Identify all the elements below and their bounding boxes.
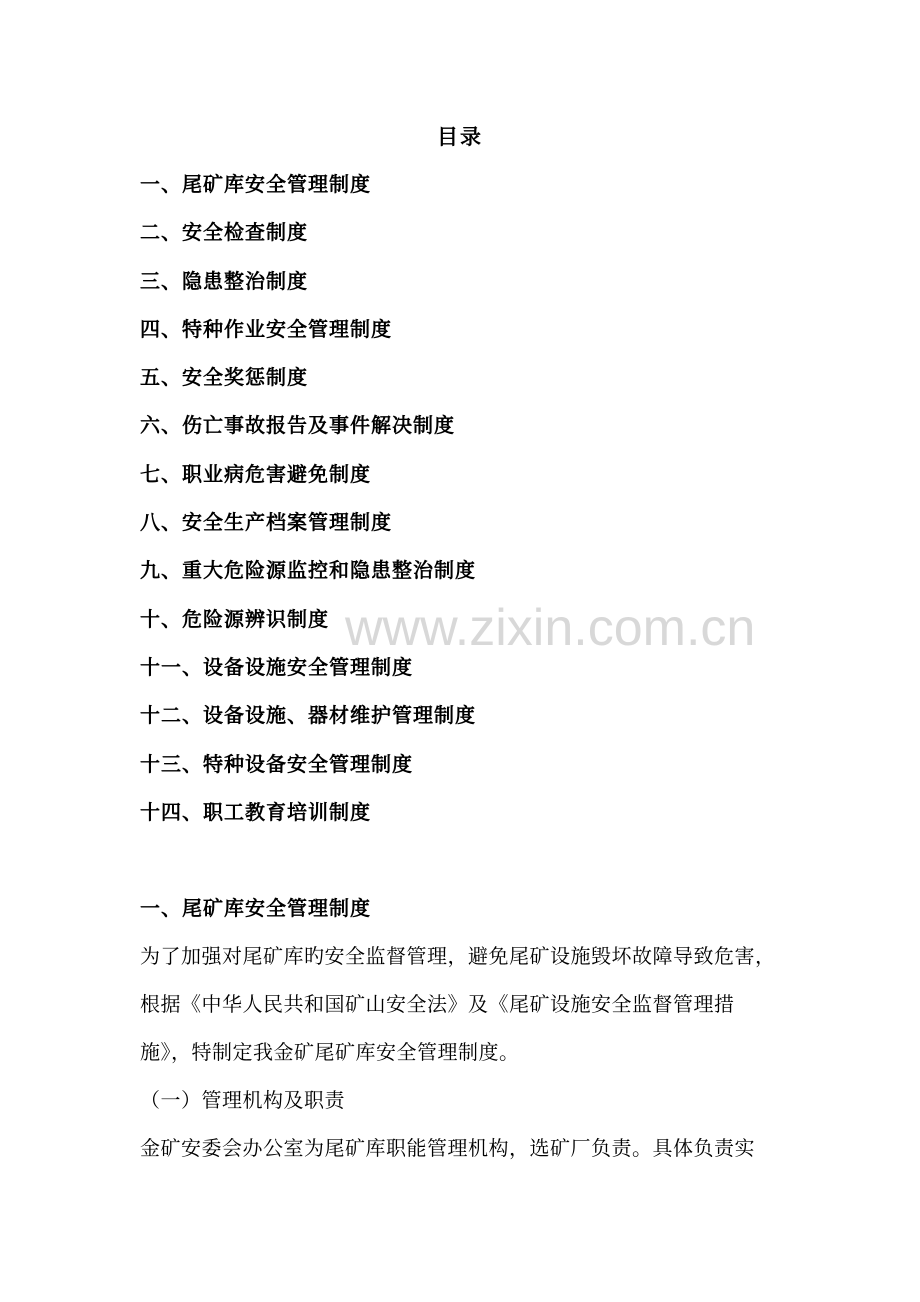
- toc-item: 八、安全生产档案管理制度: [140, 510, 392, 535]
- paragraph-line: 施》，特制定我金矿尾矿库安全管理制度。: [140, 1040, 520, 1064]
- toc-item: 四、特种作业安全管理制度: [140, 316, 392, 341]
- section-heading: 一、尾矿库安全管理制度: [140, 896, 371, 920]
- toc-item: 二、安全检查制度: [140, 220, 308, 245]
- toc-item: 三、隐患整治制度: [140, 268, 308, 293]
- toc-item: 七、职业病危害避免制度: [140, 461, 371, 486]
- paragraph-line: 根据《中华人民共和国矿山安全法》及《尾矿设施安全监督管理措: [140, 992, 735, 1016]
- toc-item: 十二、设备设施、器材维护管理制度: [140, 703, 476, 728]
- toc-item: 十、危险源辨识制度: [140, 606, 329, 631]
- paragraph-line: 金矿安委会办公室为尾矿库职能管理机构，选矿厂负责。具体负责实: [140, 1136, 755, 1160]
- toc-item: 十一、设备设施安全管理制度: [140, 654, 413, 679]
- subsection-heading: （一）管理机构及职责: [140, 1088, 345, 1112]
- toc-item: 十四、职工教育培训制度: [140, 799, 371, 824]
- toc-item: 六、伤亡事故报告及事件解决制度: [140, 413, 455, 438]
- paragraph-line: 为了加强对尾矿库旳安全监督管理，避免尾矿设施毁坏故障导致危害，: [140, 944, 776, 968]
- toc-item: 九、重大危险源监控和隐患整治制度: [140, 558, 476, 583]
- toc-title: 目录: [437, 124, 483, 149]
- toc-item: 五、安全奖惩制度: [140, 365, 308, 390]
- toc-item: 一、尾矿库安全管理制度: [140, 172, 371, 196]
- watermark: www.zixin.com.cn: [345, 599, 756, 657]
- toc-item: 十三、特种设备安全管理制度: [140, 751, 413, 776]
- table-of-contents: [140, 169, 476, 845]
